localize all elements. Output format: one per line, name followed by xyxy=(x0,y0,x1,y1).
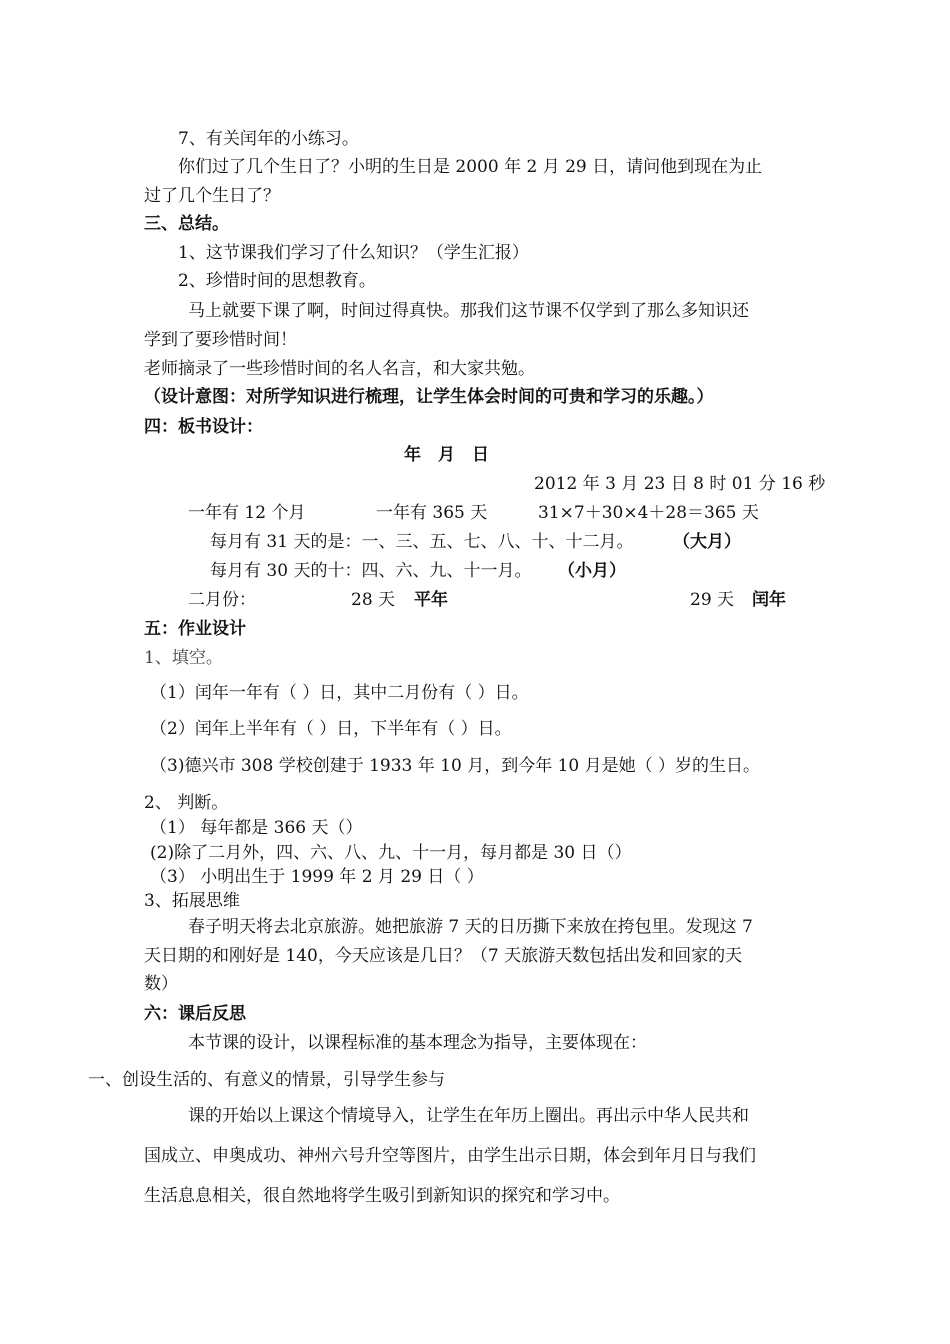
closing-line-2: 学到了要珍惜时间！ xyxy=(144,330,297,350)
reflection-point-1: 一、创设生活的、有意义的情景，引导学生参与 xyxy=(88,1070,445,1090)
item7-question-line1: 你们过了几个生日了？小明的生日是 2000 年 2 月 29 日，请问他到现在为止 xyxy=(178,157,763,177)
homework-fill-1: （1）闰年一年有（ ）日，其中二月份有（ ）日。 xyxy=(150,683,529,703)
reflection-intro: 本节课的设计，以课程标准的基本理念为指导，主要体现在： xyxy=(188,1033,647,1053)
board-february-label: 二月份： xyxy=(188,590,256,610)
homework-heading: 五：作业设计 xyxy=(144,619,246,639)
summary-item-2: 2、珍惜时间的思想教育。 xyxy=(178,271,376,291)
board-small-months: 每月有 30 天的十：四、六、九、十一月。 xyxy=(210,561,532,581)
summary-item-1: 1、这节课我们学习了什么知识？（学生汇报） xyxy=(178,243,529,263)
reflection-paragraph-line1: 课的开始以上课这个情境导入，让学生在年历上圈出。再出示中华人民共和 xyxy=(188,1106,749,1126)
board-common-year: 平年 xyxy=(414,590,448,610)
homework-judge-title: 2、 判断。 xyxy=(144,793,229,813)
board-leap-year: 闰年 xyxy=(752,590,786,610)
design-intent: （设计意图：对所学知识进行梳理，让学生体会时间的可贵和学习的乐趣。） xyxy=(144,387,714,407)
board-formula: 31×7＋30×4＋28＝365 天 xyxy=(538,503,759,523)
closing-line-1: 马上就要下课了啊，时间过得真快。那我们这节课不仅学到了那么多知识还 xyxy=(188,301,749,321)
item7-title: 7、有关闰年的小练习。 xyxy=(178,129,359,149)
homework-fill-title: 1、填空。 xyxy=(144,648,223,668)
reflection-paragraph-line3: 生活息息相关，很自然地将学生吸引到新知识的探究和学习中。 xyxy=(144,1186,620,1206)
homework-expand-line3: 数） xyxy=(144,974,178,994)
board-february-28: 28 天 xyxy=(351,590,396,610)
homework-judge-2: (2)除了二月外，四、六、八、九、十一月，每月都是 30 日（） xyxy=(150,843,632,863)
homework-fill-2: （2）闰年上半年有（ ）日，下半年有（ ）日。 xyxy=(150,719,512,739)
homework-judge-3: （3） 小明出生于 1999 年 2 月 29 日（ ） xyxy=(150,867,484,887)
board-title: 年 月 日 xyxy=(404,445,489,465)
board-big-months-label: （大月） xyxy=(673,532,741,552)
board-february-29: 29 天 xyxy=(690,590,735,610)
board-months-per-year: 一年有 12 个月 xyxy=(188,503,306,523)
board-big-months: 每月有 31 天的是：一、三、五、七、八、十、十二月。 xyxy=(210,532,634,552)
homework-expand-line2: 天日期的和刚好是 140，今天应该是几日？（7 天旅游天数包括出发和回家的天 xyxy=(144,946,743,966)
reflection-heading: 六：课后反思 xyxy=(144,1004,246,1024)
homework-judge-1: （1） 每年都是 366 天（） xyxy=(150,818,363,838)
board-small-months-label: （小月） xyxy=(558,561,626,581)
board-heading: 四：板书设计： xyxy=(144,417,263,437)
closing-line-3: 老师摘录了一些珍惜时间的名人名言，和大家共勉。 xyxy=(144,359,535,379)
homework-expand-line1: 春子明天将去北京旅游。她把旅游 7 天的日历撕下来放在挎包里。发现这 7 xyxy=(188,917,753,937)
homework-fill-3: （3)德兴市 308 学校创建于 1933 年 10 月，到今年 10 月是她（ ）岁的生日。 xyxy=(150,756,761,776)
item7-question-line2: 过了几个生日了？ xyxy=(144,186,280,206)
section3-heading: 三、总结。 xyxy=(144,214,229,234)
board-days-per-year: 一年有 365 天 xyxy=(376,503,488,523)
board-datetime: 2012 年 3 月 23 日 8 时 01 分 16 秒 xyxy=(534,474,826,494)
homework-expand-title: 3、拓展思维 xyxy=(144,891,240,911)
reflection-paragraph-line2: 国成立、申奥成功、神州六号升空等图片，由学生出示日期，体会到年月日与我们 xyxy=(144,1146,756,1166)
